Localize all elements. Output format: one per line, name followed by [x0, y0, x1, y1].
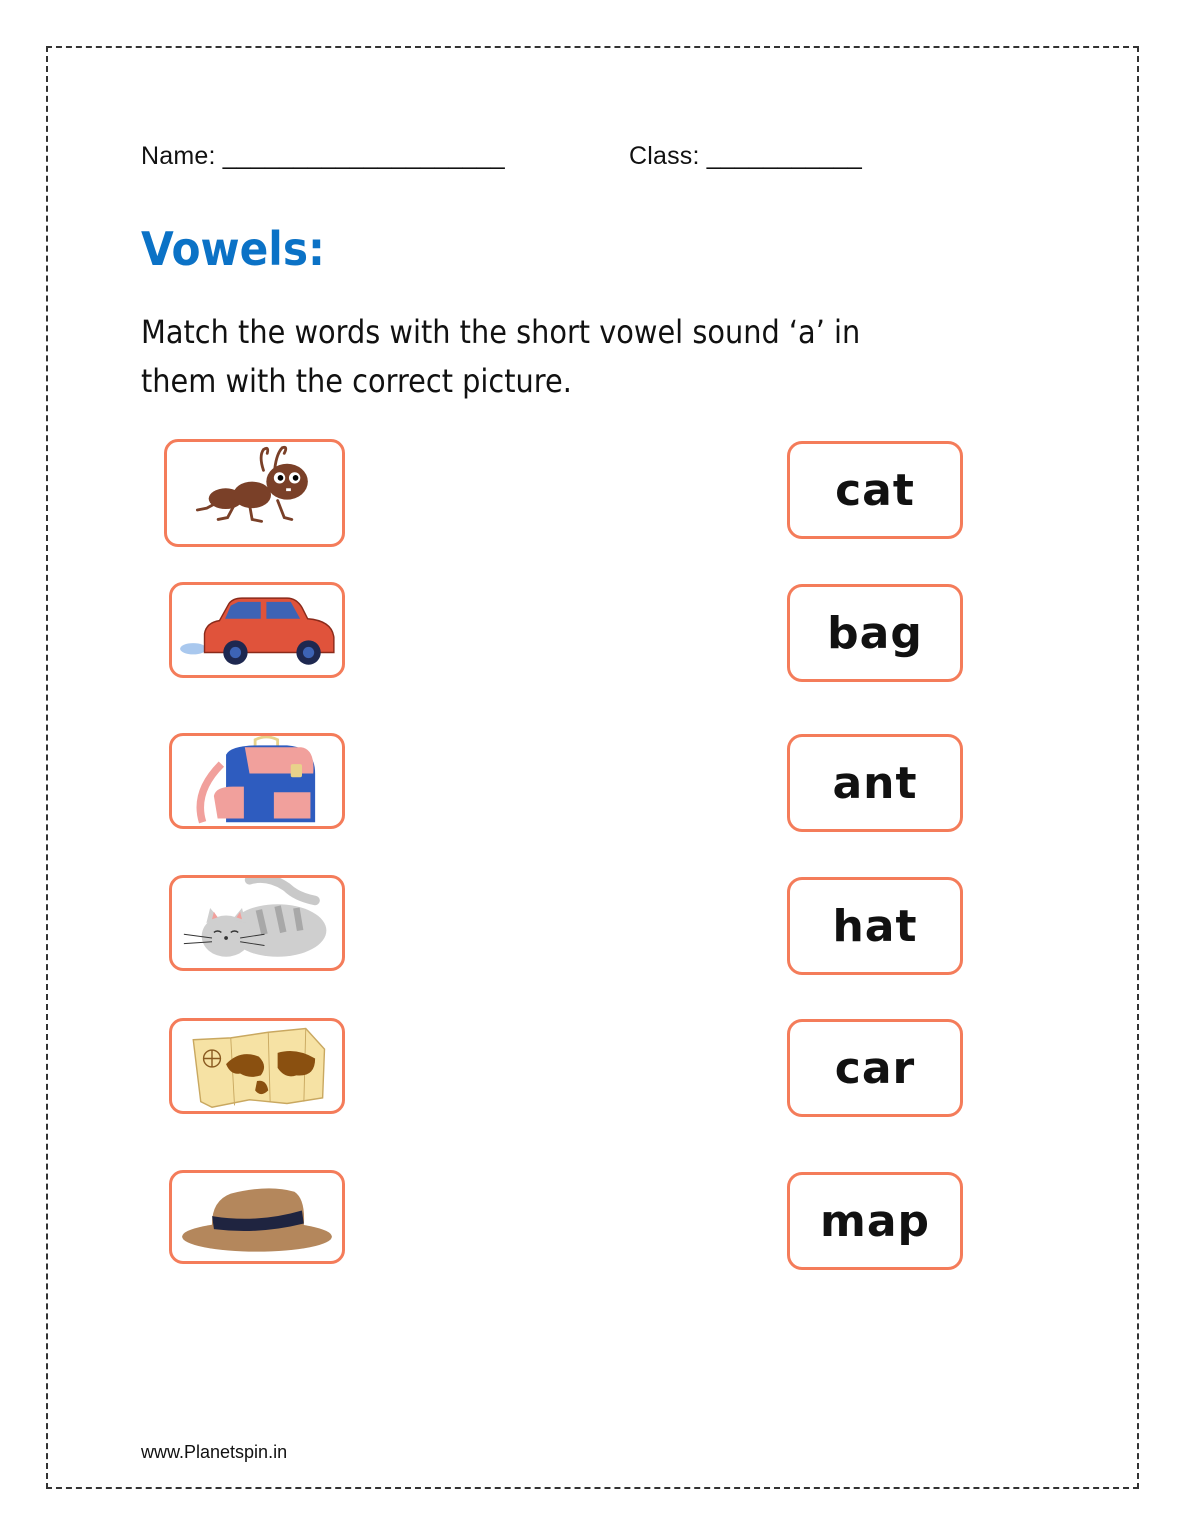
picture-box-car[interactable] — [169, 582, 345, 678]
page-title: Vowels: — [141, 222, 325, 276]
class-field[interactable]: Class: ___________ — [629, 142, 862, 170]
cat-picture-icon — [172, 878, 342, 968]
picture-box-cat[interactable] — [169, 875, 345, 971]
picture-box-map[interactable] — [169, 1018, 345, 1114]
word-box-ant[interactable]: ant — [787, 734, 963, 832]
ant-picture-icon — [167, 442, 342, 544]
word-box-car[interactable]: car — [787, 1019, 963, 1117]
name-field[interactable]: Name: ____________________ — [141, 142, 505, 170]
footer-website: www.Planetspin.in — [141, 1442, 288, 1462]
picture-box-ant[interactable] — [164, 439, 345, 547]
bag-picture-icon — [172, 736, 342, 826]
map-picture-icon — [172, 1021, 342, 1111]
word-box-hat[interactable]: hat — [787, 877, 963, 975]
word-box-bag[interactable]: bag — [787, 584, 963, 682]
word-box-map[interactable]: map — [787, 1172, 963, 1270]
picture-box-bag[interactable] — [169, 733, 345, 829]
car-picture-icon — [172, 585, 342, 675]
hat-picture-icon — [172, 1173, 342, 1261]
instructions: Match the words with the short vowel sound ‘a’ in them with the correct picture. — [141, 313, 861, 400]
word-box-cat[interactable]: cat — [787, 441, 963, 539]
picture-box-hat[interactable] — [169, 1170, 345, 1264]
